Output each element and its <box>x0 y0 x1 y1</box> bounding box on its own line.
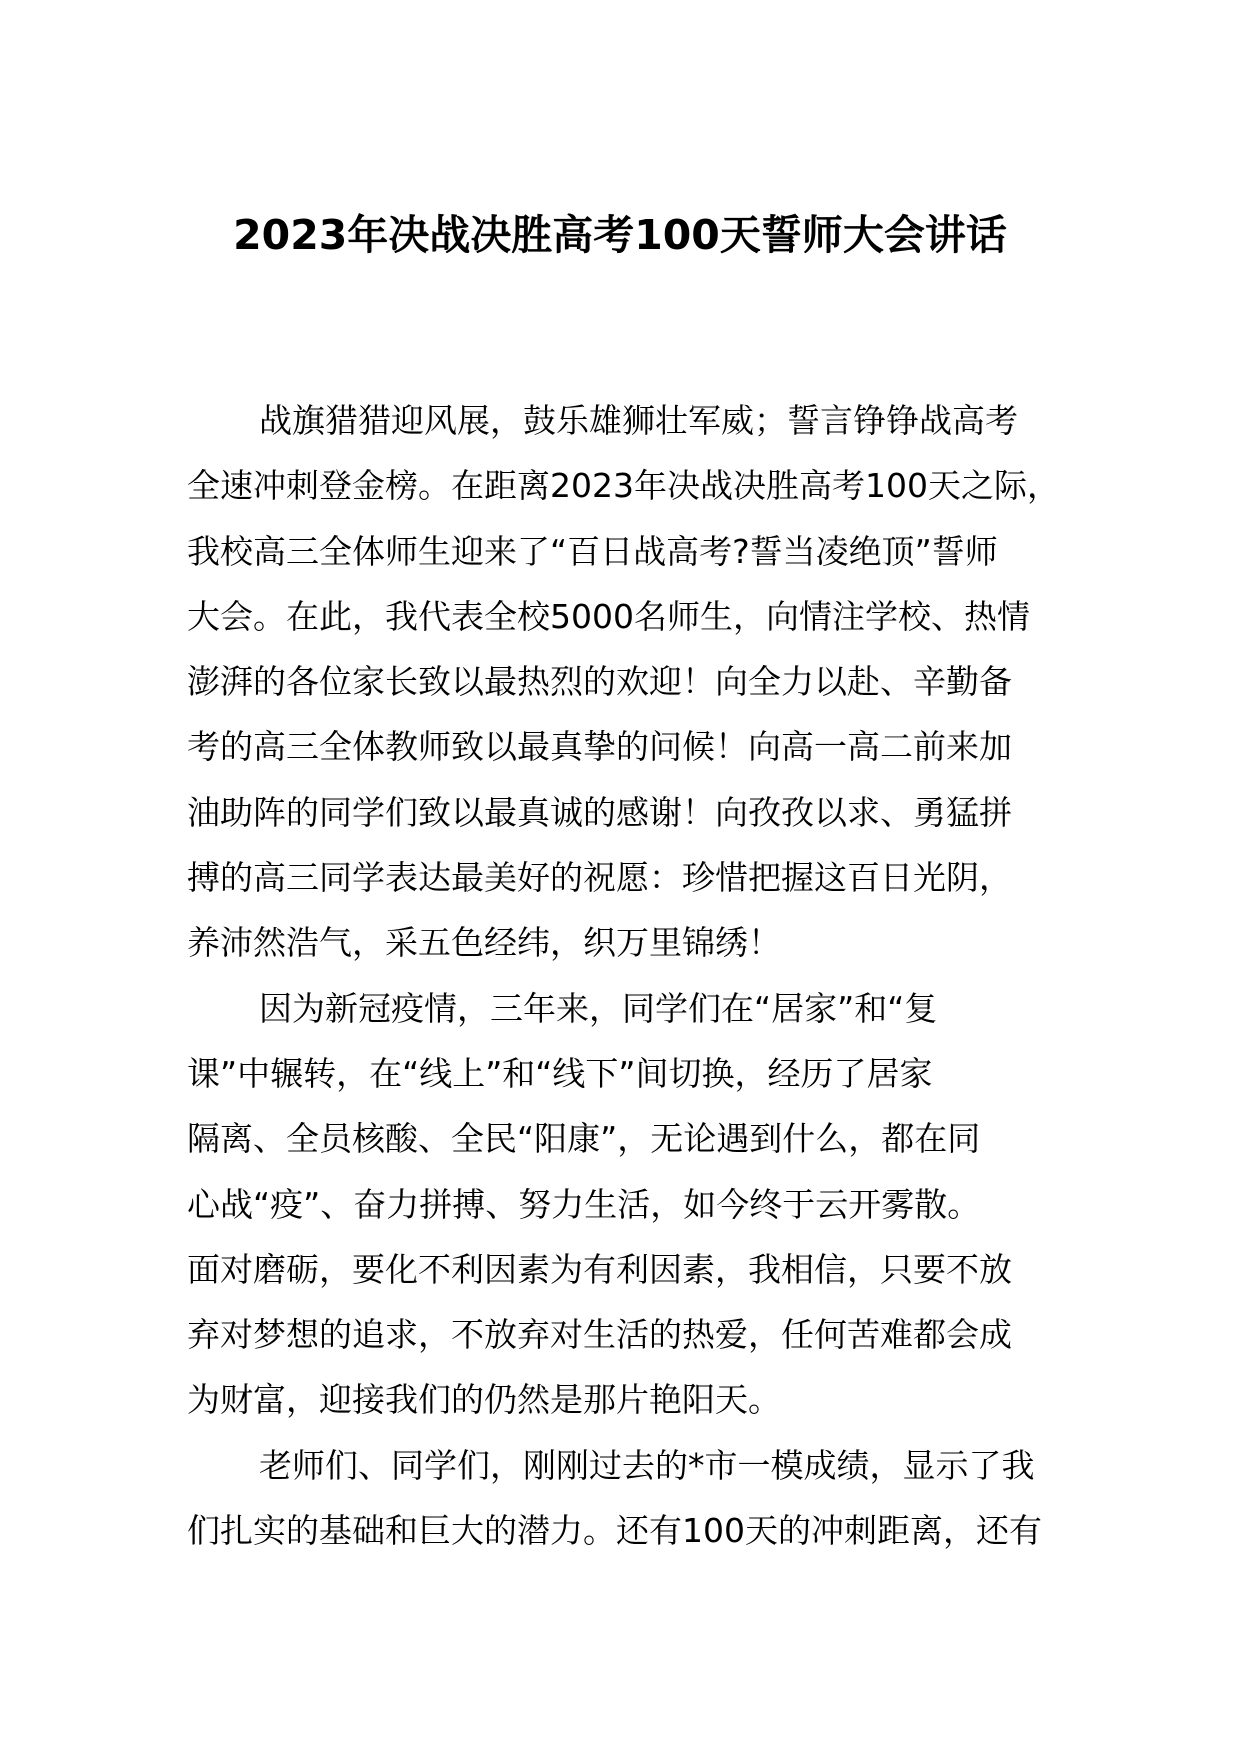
text-line: 弃对梦想的追求，不放弃对生活的热爱，任何苦难都会成 <box>187 1315 1012 1355</box>
paragraph-3 <box>187 1433 1067 1564</box>
text-line: 课”中辗转，在“线上”和“线下”间切换，经历了居家 <box>187 1053 933 1093</box>
text-line: 养沛然浩气，采五色经纬，织万里锦绣！ <box>187 923 781 963</box>
text-line: 我校高三全体师生迎来了“百日战高考?誓当凌绝顶”誓师 <box>187 531 998 571</box>
text-line: 为财富，迎接我们的仍然是那片艳阳天。 <box>187 1380 781 1420</box>
paragraph-2 <box>187 976 1067 1433</box>
text-line: 澎湃的各位家长致以最热烈的欢迎！向全力以赴、辛勤备 <box>187 662 1012 702</box>
paragraph-1 <box>187 388 1067 976</box>
text-line: 们扎实的基础和巨大的潜力。还有100天的冲刺距离，还有 <box>187 1511 1042 1551</box>
document-title: 2023年决战决胜高考100天誓师大会讲话 <box>233 211 1007 259</box>
text-line: 搏的高三同学表达最美好的祝愿：珍惜把握这百日光阴， <box>187 858 1012 898</box>
text-line: 战旗猎猎迎风展，鼓乐雄狮壮军威；誓言铮铮战高考 <box>259 401 1018 440</box>
text-line: 考的高三全体教师致以最真挚的问候！向高一高二前来加 <box>187 727 1012 767</box>
text-line: 心战“疫”、奋力拼搏、努力生活，如今终于云开雾散。 <box>187 1184 981 1224</box>
text-line: 隔离、全员核酸、全民“阳康”，无论遇到什么，都在同 <box>187 1119 981 1159</box>
text-line: 油助阵的同学们致以最真诚的感谢！向孜孜以求、勇猛拼 <box>187 792 1012 832</box>
text-line: 因为新冠疫情，三年来，同学们在“居家”和“复 <box>259 988 938 1028</box>
text-line: 大会。在此，我代表全校5000名师生，向情注学校、热情 <box>187 596 1030 636</box>
text-line: 老师们、同学们，刚刚过去的*市一模成绩，显示了我 <box>259 1445 1035 1485</box>
text-line: 面对磨砺，要化不利因素为有利因素，我相信，只要不放 <box>187 1249 1012 1289</box>
text-line: 全速冲刺登金榜。在距离2023年决战决胜高考100天之际， <box>187 466 1060 506</box>
document-body <box>187 388 1067 1563</box>
